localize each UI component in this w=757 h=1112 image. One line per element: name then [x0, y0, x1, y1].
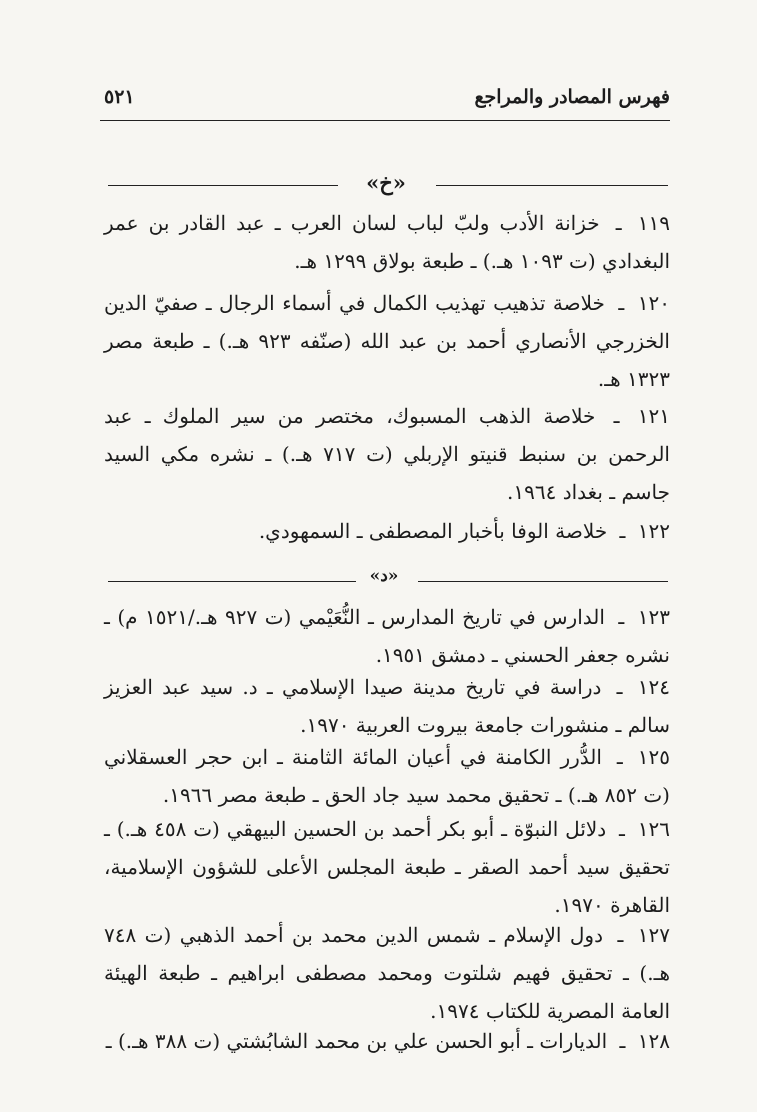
entry-text: دلائل النبوّة ـ أبو بكر أحمد بن الحسين البيهقي (ت ٤٥٨ هـ.) ـ تحقيق سيد أحمد الصقر ـ طبعة المجلس الأعلى للشؤون الإسلامية، القاهرة ١٩٧٠. — [104, 817, 670, 917]
reference-entry: ١٢٧ ـ دول الإسلام ـ شمس الدين محمد بن أحمد الذهبي (ت ٧٤٨ هـ.) ـ تحقيق فهيم شلتوت ومحمد مصطفى ابراهيم ـ طبعة الهيئة العامة المصرية للكتاب ١٩٧٤. — [104, 923, 670, 1023]
entry-text: الدُّرر الكامنة في أعيان المائة الثامنة ـ ابن حجر العسقلاني (ت ٨٥٢ هـ.) ـ تحقيق محمد سيد جاد الحق ـ طبعة مصر ١٩٦٦. — [104, 745, 670, 807]
section-divider-kha — [108, 170, 668, 200]
entry-text: الدارس في تاريخ المدارس ـ النُّعَيْمي (ت ٩٢٧ هـ./١٥٢١ م) ـ نشره جعفر الحسني ـ دمشق ١٩٥١. — [104, 605, 670, 667]
divider-line — [436, 185, 668, 186]
divider-line — [418, 581, 668, 582]
entry-text: خلاصة تذهيب تهذيب الكمال في أسماء الرجال ـ صفيّ الدين الخزرجي الأنصاري أحمد بن عبد الله (صنّفه ٩٢٣ هـ.) ـ طبعة مصر ١٣٢٣ هـ. — [104, 291, 670, 391]
reference-entry: ١٢٤ ـ دراسة في تاريخ مدينة صيدا الإسلامي ـ د. سيد عبد العزيز سالم ـ منشورات جامعة بيروت العربية ١٩٧٠. — [104, 675, 670, 737]
entry-number: ١٢٠ — [637, 291, 670, 315]
entry-text: خلاصة الوفا بأخبار المصطفى ـ السمهودي. — [258, 519, 608, 543]
entry-number: ١٢٥ — [637, 745, 670, 769]
header-title: فهرس المصادر والمراجع — [474, 86, 670, 108]
entry-number: ١٢١ — [637, 404, 670, 428]
divider-line — [108, 581, 356, 582]
reference-entry: ١٢١ ـ خلاصة الذهب المسبوك، مختصر من سير الملوك ـ عبد الرحمن بن سنبط قنيتو الإربلي (ت ٧١٧ هـ.) ـ نشره مكي السيد جاسم ـ بغداد ١٩٦٤. — [104, 404, 670, 504]
entry-number: ١٢٨ — [637, 1029, 670, 1053]
section-divider-dal — [108, 566, 668, 596]
reference-entry: ١٢٦ ـ دلائل النبوّة ـ أبو بكر أحمد بن الحسين البيهقي (ت ٤٥٨ هـ.) ـ تحقيق سيد أحمد الصقر ـ طبعة المجلس الأعلى للشؤون الإسلامية، القاهرة ١٩٧٠. — [104, 817, 671, 917]
section-letter: «د» — [369, 566, 399, 586]
entry-number: ١٢٧ — [637, 923, 670, 947]
reference-entry: ١٢٥ ـ الدُّرر الكامنة في أعيان المائة الثامنة ـ ابن حجر العسقلاني (ت ٨٥٢ هـ.) ـ تحقيق محمد سيد جاد الحق ـ طبعة مصر ١٩٦٦. — [104, 745, 670, 807]
entry-text: خزانة الأدب ولبّ لباب لسان العرب ـ عبد القادر بن عمر البغدادي (ت ١٠٩٣ هـ.) ـ طبعة بولاق ١٢٩٩ هـ. — [104, 211, 670, 273]
header-rule — [100, 120, 670, 121]
entry-text: الديارات ـ أبو الحسن علي بن محمد الشابُشتي (ت ٣٨٨ هـ.) ـ — [105, 1029, 608, 1053]
entry-text: خلاصة الذهب المسبوك، مختصر من سير الملوك ـ عبد الرحمن بن سنبط قنيتو الإربلي (ت ٧١٧ هـ.) ـ نشره مكي السيد جاسم ـ بغداد ١٩٦٤. — [104, 404, 670, 504]
section-letter: «خ» — [366, 170, 406, 195]
reference-entry: ١٢٨ ـ الديارات ـ أبو الحسن علي بن محمد الشابُشتي (ت ٣٨٨ هـ.) ـ — [105, 1029, 670, 1053]
entry-number: ١٢٢ — [637, 519, 670, 543]
divider-line — [108, 185, 338, 186]
entry-number: ١٢٣ — [637, 605, 670, 629]
reference-entry: ١٢٣ ـ الدارس في تاريخ المدارس ـ النُّعَيْمي (ت ٩٢٧ هـ./١٥٢١ م) ـ نشره جعفر الحسني ـ دمشق ١٩٥١. — [104, 605, 670, 667]
entry-text: دراسة في تاريخ مدينة صيدا الإسلامي ـ د. سيد عبد العزيز سالم ـ منشورات جامعة بيروت العربية ١٩٧٠. — [104, 675, 670, 737]
entry-number: ١٢٤ — [637, 675, 670, 699]
reference-entry: ١١٩ ـ خزانة الأدب ولبّ لباب لسان العرب ـ عبد القادر بن عمر البغدادي (ت ١٠٩٣ هـ.) ـ طبعة بولاق ١٢٩٩ هـ. — [104, 211, 670, 273]
running-header — [100, 82, 670, 118]
entry-text: دول الإسلام ـ شمس الدين محمد بن أحمد الذهبي (ت ٧٤٨ هـ.) ـ تحقيق فهيم شلتوت ومحمد مصطفى ابراهيم ـ طبعة الهيئة العامة المصرية للكتاب ١٩٧٤. — [104, 923, 670, 1023]
reference-entry: ١٢٢ ـ خلاصة الوفا بأخبار المصطفى ـ السمهودي. — [258, 519, 670, 543]
reference-entry: ١٢٠ ـ خلاصة تذهيب تهذيب الكمال في أسماء الرجال ـ صفيّ الدين الخزرجي الأنصاري أحمد بن عبد الله (صنّفه ٩٢٣ هـ.) ـ طبعة مصر ١٣٢٣ هـ. — [104, 291, 670, 391]
page-number: ٥٢١ — [104, 86, 135, 108]
entry-number: ١٢٦ — [637, 817, 671, 841]
entry-number: ١١٩ — [637, 211, 670, 235]
